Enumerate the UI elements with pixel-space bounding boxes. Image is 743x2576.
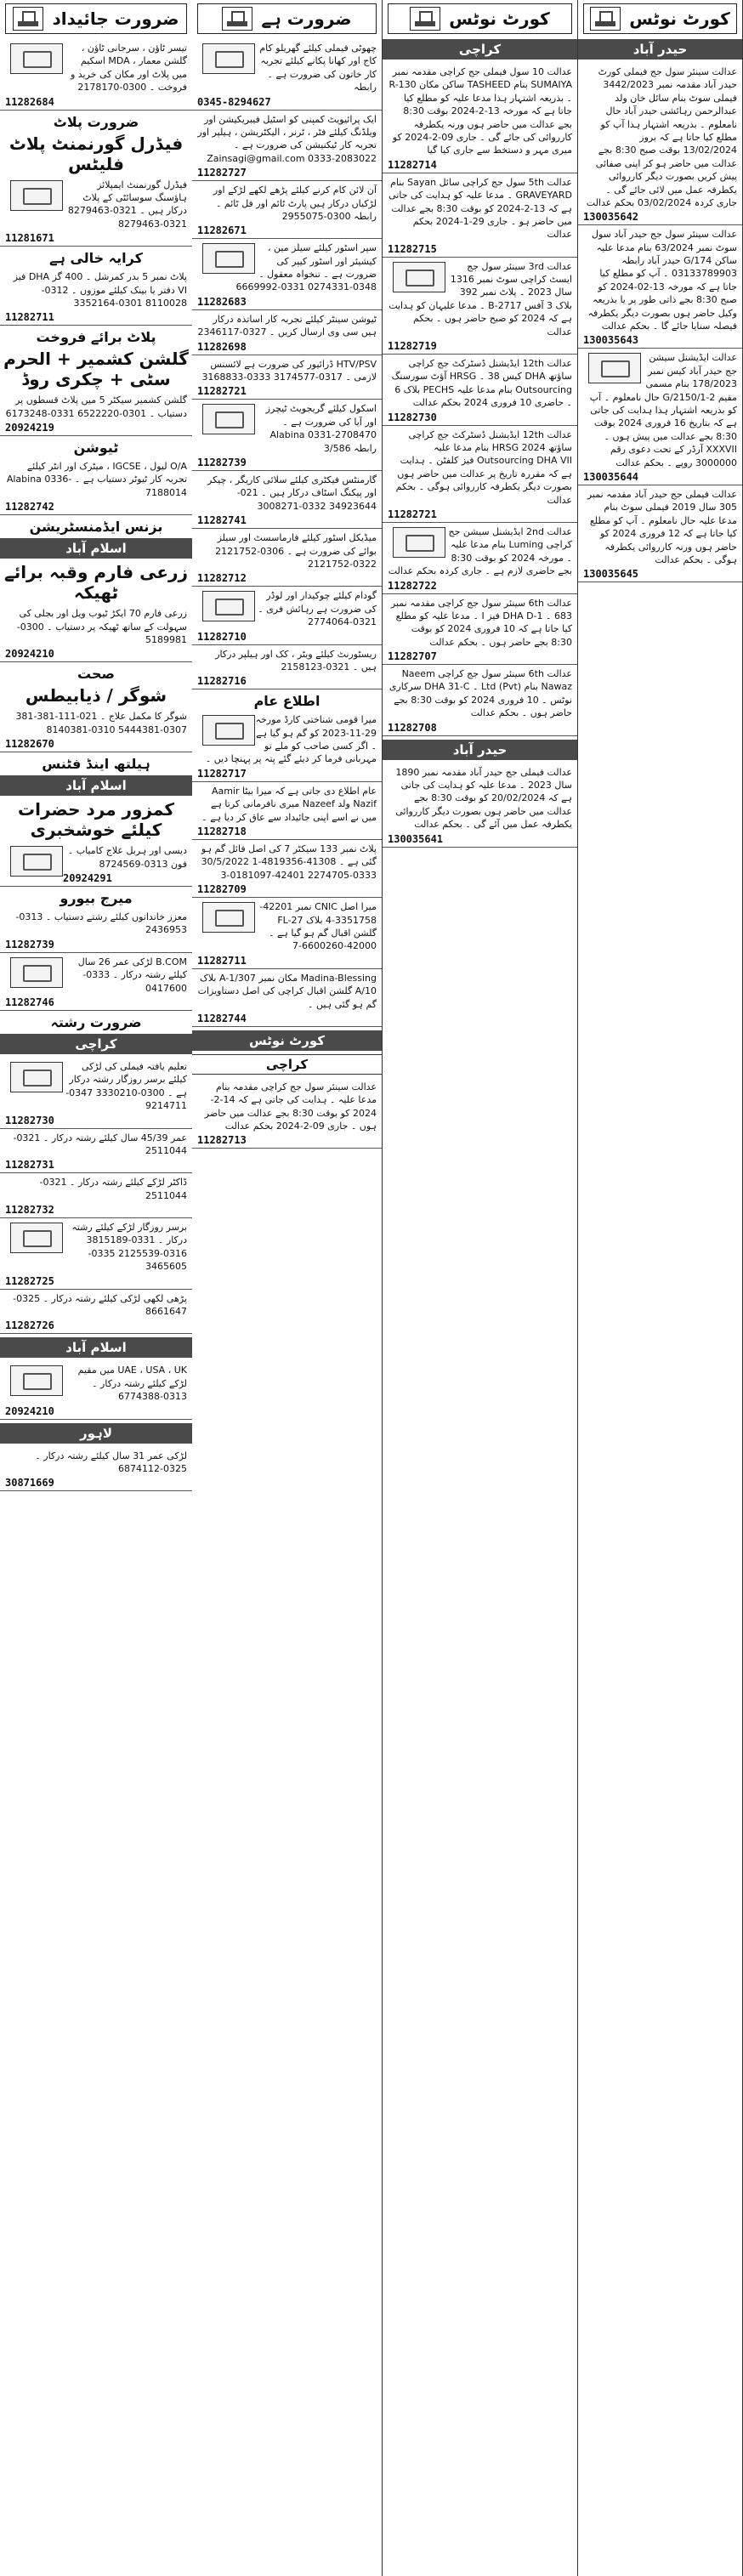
ad-reference-number: 11282722 [388, 579, 437, 592]
classified-ad [192, 471, 382, 529]
ad-reference-number: 11282711 [197, 954, 247, 967]
ad-image-icon [202, 243, 255, 274]
classified-ad [383, 594, 577, 666]
column-property [0, 0, 192, 2576]
ad-reference-number: 11282731 [5, 1159, 54, 1172]
ad-reference-number: 11282741 [197, 514, 247, 527]
classified-ad [0, 268, 192, 326]
ad-body: ڈاکٹر لڑکے کیلئے رشتہ درکار ۔ 0321-2511044 [39, 1177, 187, 1201]
ad-reference-number: 11281671 [5, 232, 54, 245]
section-heading: کرایہ خالی ہے [49, 250, 143, 267]
classified-ad [192, 782, 382, 840]
ad-image-icon [10, 1223, 63, 1253]
classified-ad [0, 1218, 192, 1290]
ad-reference-number: 20924291 [63, 871, 112, 884]
ad-reference-number: 11282709 [197, 883, 247, 896]
ad-body: عدالت سینئر سول جج فیملی کورٹ حیدر آباد مقدمہ نمبر 3442/2023 فیملی سوٹ بنام سائل خان ولد عبدالرحمن رہائشی حیدر آباد حال نامعلوم ۔ بذریعہ اشتہار ہذا آپ کو مطلع کیا جاتا ہے کہ بروز 13/02/2024 بوقت صبح 8:30 بجے عدالت میں حاضر ہو کر اپنی صفائی پیش کریں بصورت دیگر کارروائی یکطرفہ عمل میں لائی جائے گی ۔ جاری کردہ 03/02/2024 بحکم عدالت [586, 66, 737, 208]
ad-image-icon [10, 1062, 63, 1092]
column-wanted [192, 0, 383, 2576]
ad-body: لڑکی عمر 31 سال کیلئے رشتہ درکار ۔ 0325-6874112 [35, 1450, 187, 1474]
ad-body: عمر 45/39 سال کیلئے رشتہ درکار ۔ 0321-2511044 [13, 1132, 187, 1156]
city-band: اسلام آباد [0, 538, 192, 559]
ad-body: ریسٹورنٹ کیلئے ویٹر ، کک اور ہیلپر درکار ہیں ۔ 0321-2158123 [215, 648, 377, 672]
ad-image-icon [202, 591, 255, 621]
ad-body: HTV/PSV ڈرائیور کی ضرورت ہے لائسنس لازمی ۔ 0317-3174577 0333-3168833 [201, 358, 377, 383]
ad-body: پڑھی لکھی لڑکی کیلئے رشتہ درکار ۔ 0325-8661647 [13, 1292, 187, 1318]
ad-reference-number: 11282715 [388, 242, 437, 255]
city-band: اسلام آباد [0, 1337, 192, 1358]
ad-reference-number: 11282742 [5, 501, 54, 513]
ad-reference-number: 11282730 [5, 1114, 54, 1126]
ad-reference-number: 11282721 [197, 385, 247, 398]
display-heading: شوگر / ذیابیطس [25, 685, 167, 706]
ad-reference-number: 130035643 [583, 334, 639, 347]
classified-ad [0, 908, 192, 953]
ad-reference-number: 11282732 [5, 1204, 54, 1217]
header-illustration-icon [590, 7, 621, 31]
section-heading: ٹیوشن [73, 440, 119, 457]
ad-reference-number: 11282670 [5, 738, 54, 751]
column-court-notice-karachi [383, 0, 578, 2576]
city-band: حیدر آباد [383, 740, 577, 760]
ad-reference-number: 11282739 [5, 938, 54, 950]
classified-ad [0, 1173, 192, 1218]
ad-reference-number: 11282718 [197, 826, 247, 838]
classified-ad [578, 63, 742, 225]
ad-body: پلاٹ نمبر 5 بدر کمرشل ۔ 400 گز DHA فیز VI دفتر یا بینک کیلئے موزوں ۔ 0312-8110028 0301-3352164 [13, 271, 187, 309]
section-heading: اطلاع عام [253, 693, 320, 710]
city-band: اسلام آباد [0, 775, 192, 796]
ad-image-icon [393, 262, 445, 292]
ad-body: زرعی فارم 70 ایکڑ ٹیوب ویل اور بجلی کی سہولت کے ساتھ ٹھیکہ پر دستیاب ۔ 0300-5189981 [16, 608, 187, 646]
classified-ad [578, 225, 742, 349]
ad-reference-number: 130035642 [583, 211, 639, 224]
ad-reference-number: 11282671 [197, 224, 247, 237]
ad-reference-number: 0345-8294627 [197, 95, 271, 108]
column-header-title: کورٹ نوٹس [629, 9, 730, 29]
ad-reference-number: 11282708 [388, 721, 437, 734]
section-heading: ہیلتھ اینڈ فٹنس [42, 756, 150, 773]
ad-body: عدالت فیملی جج حیدر آباد مقدمہ نمبر 1890 سال 2023 ۔ مدعا علیہ کو ہدایت کی جاتی ہے کہ 20/02/2024 کو بوقت 8:30 بجے عدالت میں حاضر ہوں بصورت دیگر کارروائی یکطرفہ عمل میں آئے گی ۔ بحکم عدالت [395, 766, 572, 831]
city-band: کورٹ نوٹس [192, 1030, 382, 1051]
ad-body: گارمنٹس فیکٹری کیلئے سلائی کاریگر ، چیکر اور پیکنگ اسٹاف درکار ہیں ۔ 021-34923644 0332-3008271 [207, 474, 377, 512]
ad-reference-number: 11282746 [5, 996, 54, 1008]
ad-body: عدالت 12th ایڈیشنل ڈسٹرکٹ جج کراچی ساؤتھ HRSG 2024 بنام مدعا علیہ Outsourcing DHA VII فیز کلفٹن ۔ ہدایت ہے کہ مقررہ تاریخ پر عدالت میں حاضر ہوں بصورت دیگر یکطرفہ کارروائی ہوگی ۔ بحکم عدالت [395, 428, 572, 506]
display-heading: فیڈرل گورنمنٹ پلاٹ فلیٹس [9, 133, 184, 174]
ad-body: تیسر ٹاؤن ، سرجانی ٹاؤن ، گلشن معمار ، MDA اسکیم میں پلاٹ اور مکان کی خرید و فروخت ۔ 0300-2178170 [70, 43, 187, 94]
city-band: حیدر آباد [578, 39, 742, 60]
ad-body: Madina-Blessing مکان نمبر A-1/307 بلاک 10/A گلشن اقبال کراچی کی اصل دستاویزات گم ہو گئی ہیں ۔ [197, 972, 377, 1010]
ad-reference-number: 20924210 [5, 1404, 54, 1417]
ad-image-icon [10, 1365, 63, 1396]
ad-image-icon [10, 957, 63, 988]
ad-body: گلشن کشمیر سیکٹر 5 میں پلاٹ قسطوں پر دستیاب ۔ 0301-6522220 0331-6173248 [5, 394, 187, 419]
classified-ad [383, 173, 577, 258]
ad-body: معزز خاندانوں کیلئے رشتے دستیاب ۔ 0313-2436953 [15, 911, 187, 936]
classified-ad [578, 485, 742, 582]
section-heading: ضرورت رشتہ [50, 1013, 142, 1030]
ad-reference-number: 11282719 [388, 340, 437, 353]
ad-reference-number: 11282707 [388, 650, 437, 663]
ad-reference-number: 11282710 [197, 630, 247, 643]
ad-body: میرا قومی شناختی کارڈ مورخہ 29-11-2023 کو گم ہو گیا ہے ۔ اگر کسی صاحب کو ملے تو مہربانی فرما کر دیئے گئے پتہ پر پہنچا دیں ۔ [205, 714, 377, 765]
ad-image-icon [202, 902, 255, 933]
ad-reference-number: 11282739 [197, 456, 247, 468]
classified-ad [0, 176, 192, 247]
ad-body: میڈیکل اسٹور کیلئے فارماسسٹ اور سیلز بوائے کی ضرورت ہے ۔ 0306-2121752 0322-2121752 [215, 532, 377, 570]
ad-body: آن لائن کام کرنے کیلئے پڑھے لکھے لڑکے اور لڑکیاں درکار ہیں پارٹ ٹائم اور فل ٹائم ۔ رابطہ 0300-2955075 [213, 184, 377, 222]
ad-body: فیڈرل گورنمنٹ ایمپلائز ہاؤسنگ سوسائٹی کے پلاٹ درکار ہیں ۔ 0321-8279463 0321-8279463 [67, 179, 187, 230]
classified-ad [192, 645, 382, 690]
ad-body: عدالت 3rd سینئر سول جج ایسٹ کراچی سوٹ نمبر 1316 سال 2023 ۔ پلاٹ نمبر 392 بلاک 3 آفس 2717-B ۔ مدعا علیہان کو ہدایت ہے کہ 2024 کو صبح حاضر ہوں ۔ بحکم عدالت [389, 260, 572, 338]
ad-reference-number: 11282698 [197, 340, 247, 353]
ad-body: عدالت ایڈیشنل سیشن جج حیدر آباد کیس نمبر 178/2023 بنام مسمی مقیم G/2150/1-2 حال نامعلوم ۔ آپ کو بذریعہ اشتہار ہذا ہدایت کی جاتی ہے کہ بتاریخ 16 فروری 2024 بوقت 8:30 بجے عدالت میں پیش ہوں ۔ XXXVII آرڈر کے تحت دعوی رقم 3000000 روپے ۔ بحکم عدالت [589, 352, 737, 468]
classified-ad [383, 63, 577, 173]
classified-ad [0, 953, 192, 1011]
classified-ad [0, 604, 192, 662]
classified-ad [0, 391, 192, 436]
classified-ad [192, 898, 382, 969]
classified-ad [578, 349, 742, 485]
ad-reference-number: 20924210 [5, 648, 54, 661]
ad-reference-number: 130035644 [583, 470, 639, 483]
ad-reference-number: 11282712 [197, 572, 247, 585]
column-header-title: ضرورت ہے [261, 9, 352, 29]
column-header [583, 3, 737, 34]
classified-ad [383, 665, 577, 736]
ad-body: B.COM لڑکی عمر 26 سال کیلئے رشتہ درکار ۔ 0333-0417600 [77, 956, 187, 994]
column-header [197, 3, 377, 34]
ad-body: ٹیوشن سینٹر کیلئے تجربہ کار اساتذہ درکار ہیں سی وی ارسال کریں ۔ 0327-2346117 [197, 313, 377, 338]
classified-ad [0, 1361, 192, 1419]
ad-body: عدالت فیملی جج حیدر آباد مقدمہ نمبر 305 سال 2019 فیملی سوٹ بنام مدعا علیہ حال نامعلوم ۔ آپ کو مطلع کیا جاتا ہے کہ 12 فروری 2024 کو حاضر ہوں ورنہ کارروائی یکطرفہ ہوگی ۔ بحکم عدالت [587, 488, 737, 565]
ad-reference-number: 11282730 [388, 411, 437, 423]
classified-ad [0, 39, 192, 111]
classified-ad [0, 1447, 192, 1492]
ad-body: ایک پرائیویٹ کمپنی کو اسٹیل فیبریکیشن اور ویلڈنگ کیلئے فٹر ، ٹرنر ، الیکٹریشن ، ہیلپر اور تجربہ کار ٹیکنیشن کی ضرورت ہے ۔ Zainsagi@gmail.com 0333-2083022 [197, 113, 377, 164]
column-header-title: ضرورت جائیداد [52, 9, 179, 29]
column-court-notice-hyderabad [578, 0, 743, 2576]
ad-body: عدالت 12th ایڈیشنل ڈسٹرکٹ جج کراچی ساؤتھ DHA کیس 38 ۔ HRSG آؤٹ سورسنگ Outsourcing بنام مدعا علیہ PECHS بلاک 6 ۔ حاضری 10 فروری 2024 بحکم عدالت [391, 358, 572, 409]
ad-reference-number: 11282727 [197, 167, 247, 179]
ad-reference-number: 11282683 [197, 295, 247, 308]
classified-ad [383, 258, 577, 355]
classified-ad [192, 711, 382, 782]
ad-body: عدالت سینئر سول جج حیدر آباد سول سوٹ نمبر 63/2024 بنام مدعا علیہ ساکن G/174 حیدر آباد رابطہ 03133789903 ۔ آپ کو مطلع کیا جاتا ہے کہ مورخہ 13-02-2024 کو صبح 8:30 بجے ذاتی طور پر یا بذریعہ وکیل حاضر ہوں بصورت دیگر یکطرفہ فیصلہ سنایا جائے گا ۔ بحکم عدالت [587, 229, 737, 332]
ad-image-icon [10, 846, 63, 877]
display-heading: کمزور مرد حضرات کیلئے خوشخبری [18, 799, 174, 841]
city-band: لاہور [0, 1423, 192, 1444]
ad-body: O/A لیول ، IGCSE ، میٹرک اور انٹر کیلئے تجربہ کار ٹیوٹر دستیاب ہے ۔ Alabina 0336-7188014 [6, 461, 187, 498]
ad-body: پلاٹ نمبر 133 سیکٹر 7 کی اصل فائل گم ہو گئی ہے ۔ 41308-4819356-1 30/5/2022 0333-2274705 42401-0181097-3 [201, 843, 377, 881]
section-subheading: کراچی [192, 1054, 382, 1075]
column-header [5, 3, 187, 34]
classified-ad [383, 763, 577, 848]
ad-image-icon [202, 404, 255, 434]
ad-reference-number: 11282721 [388, 508, 437, 520]
ad-image-icon [10, 180, 63, 211]
ad-body: شوگر کا مکمل علاج ۔ 021-111-381-381 0307-5444381 0310-8140381 [15, 711, 187, 735]
classified-ad [192, 310, 382, 355]
ad-body: تعلیم یافتہ فیملی کی لڑکی کیلئے برسر روزگار رشتہ درکار ہے ۔ 0300-3330210 0347-9214711 [65, 1060, 187, 1112]
ad-reference-number: 130035645 [583, 568, 639, 581]
ad-reference-number: 11282716 [197, 675, 247, 688]
ad-reference-number: 11282744 [197, 1012, 247, 1024]
section-heading: صحت [77, 666, 115, 683]
ad-body: عام اطلاع دی جاتی ہے کہ میرا بیٹا Aamir Nazif ولد Nazeef میری نافرمانی کرتا ہے میں نے اسے اپنی جائیداد سے عاق کر دیا ہے ۔ [201, 785, 377, 823]
classified-ad [192, 111, 382, 182]
classified-ad [0, 1290, 192, 1335]
section-heading: میرج بیورو [60, 889, 133, 906]
column-header [388, 3, 572, 34]
classified-ad [192, 400, 382, 471]
ad-body: UAE ، USA ، UK میں مقیم لڑکے کیلئے رشتہ درکار ۔ 0313-6774388 [77, 1365, 187, 1403]
section-heading: ضرورت پلاٹ [53, 113, 139, 130]
ad-body: عدالت سینئر سول جج کراچی مقدمہ بنام مدعا علیہ ۔ ہدایت کی جاتی ہے کہ 14-2-2024 کو بوقت 8:30 بجے عدالت میں حاضر ہوں ۔ جاری 09-2-2024 بحکم عدالت [204, 1081, 377, 1132]
header-illustration-icon [222, 7, 252, 31]
classified-ad [192, 587, 382, 644]
ad-image-icon [588, 353, 641, 383]
display-heading: گلشن کشمیر + الحرم سٹی + چکری روڈ [3, 349, 189, 390]
ad-reference-number: 20924219 [5, 422, 54, 434]
ad-reference-number: 11282717 [197, 767, 247, 780]
classified-ad [192, 1078, 382, 1149]
ad-body: عدالت 6th سینئر سول جج کراچی مقدمہ نمبر 683 ۔ DHA D-1 فیز I ۔ مدعا علیہ کو مطلع کیا جاتا ہے کہ 10 فروری 2024 کو بوقت 8:30 بجے حاضر ہوں ۔ بحکم عدالت [390, 597, 572, 648]
ad-body: عدالت 10 سول فیملی جج کراچی مقدمہ نمبر SUMAIYA بنام TASHEED ساکن مکان R-130 ۔ بذریعہ اشتہار ہذا مدعا علیہ کو مطلع کیا جاتا ہے کہ مورخہ 13-2-2024 بوقت 8:30 بجے عدالت میں حاضر ہوں ورنہ یکطرفہ کارروائی کی جائے گی ۔ جاری 09-2-2024 کو میری مہر و دستخط سے جاری کیا گیا [389, 66, 572, 156]
classified-ad [192, 355, 382, 400]
ad-body: گودام کیلئے چوکیدار اور لوڈر کی ضرورت ہے رہائش فری ۔ 0321-2774064 [258, 590, 377, 628]
ad-body: برسر روزگار لڑکے کیلئے رشتہ درکار ۔ 0331-3815189 0316-2125539 0335-3465605 [71, 1222, 187, 1273]
ad-body: میرا اصل CNIC نمبر 42201-3351758-4 بلاک FL-27 گلشن اقبال گم ہو گیا ہے ۔ 42000-6600260-7 [259, 901, 377, 952]
classified-ad [383, 523, 577, 594]
ad-reference-number: 130035641 [388, 832, 444, 845]
classified-ad [0, 842, 192, 887]
ad-body: دیسی اور ہربل علاج کامیاب ۔ فون 0313-8724569 [67, 845, 187, 870]
ad-image-icon [202, 715, 255, 746]
classified-ad [0, 1129, 192, 1174]
ad-image-icon [10, 43, 63, 74]
classified-ad [192, 969, 382, 1027]
classified-ad [383, 426, 577, 523]
classified-ad [192, 239, 382, 310]
column-header-title: کورٹ نوٹس [449, 9, 550, 29]
classified-ad [192, 181, 382, 239]
classified-ad [0, 457, 192, 515]
classified-ad [192, 840, 382, 898]
ad-reference-number: 11282726 [5, 1319, 54, 1332]
ad-reference-number: 11282714 [388, 158, 437, 171]
city-band: کراچی [0, 1034, 192, 1054]
ad-body: چھوٹی فیملی کیلئے گھریلو کام کاج اور کھانا پکانے کیلئے تجربہ کار خاتون کی ضرورت ہے ۔ رابطہ [259, 43, 377, 94]
ad-reference-number: 11282684 [5, 95, 54, 108]
header-illustration-icon [410, 7, 440, 31]
city-band: کراچی [383, 39, 577, 60]
ad-reference-number: 11282713 [197, 1134, 247, 1147]
classified-ad [0, 707, 192, 752]
section-heading: بزنس ایڈمنسٹریشن [29, 519, 163, 536]
ad-reference-number: 30871669 [5, 1477, 54, 1489]
classified-ad [192, 39, 382, 111]
ad-body: سپر اسٹور کیلئے سیلز مین ، کیشیئر اور اسٹور کیپر کی ضرورت ہے ۔ تنخواہ معقول ۔ 0348-0274331 0331-6669992 [235, 242, 377, 293]
classified-ad [383, 355, 577, 426]
ad-body: عدالت 2nd ایڈیشنل سیشن جج کراچی Luming بنام مدعا علیہ ۔ مورخہ 2024 کو بوقت 8:30 بجے حاضری لازم ہے ۔ جاری کردہ بحکم عدالت [388, 525, 572, 577]
header-illustration-icon [13, 7, 43, 31]
ad-body: اسکول کیلئے گریجویٹ ٹیچرز اور آیا کی ضرورت ہے ۔ Alabina 0331-2708470 رابطہ 3/586 [265, 403, 377, 454]
display-heading: زرعی فارم وقبہ برائے ٹھیکہ [3, 562, 189, 604]
ad-image-icon [393, 527, 445, 558]
section-heading: پلاٹ برائے فروخت [36, 329, 156, 346]
classified-ad [192, 529, 382, 587]
ad-image-icon [202, 43, 255, 74]
ad-body: عدالت 5th سول جج کراچی سائل Sayan بنام GRAVEYARD ۔ مدعا علیہ کو ہدایت کی جاتی ہے کہ 13-2-2024 کو بوقت 8:30 بجے عدالت میں حاضر ہو ۔ جاری 29-1-2024 بحکم عدالت [389, 176, 572, 241]
ad-reference-number: 11282711 [5, 311, 54, 324]
ad-reference-number: 11282725 [5, 1274, 54, 1287]
ad-body: عدالت 6th سینئر سول جج کراچی Naeem Nawaz بنام (Pvt) Ltd ۔ DHA 31-C سرکاری نوٹس ۔ 10 فروری 2024 کو بوقت 8:30 بجے حاضر ہوں ۔ بحکم عدالت [389, 668, 572, 719]
classified-ad [0, 1058, 192, 1129]
